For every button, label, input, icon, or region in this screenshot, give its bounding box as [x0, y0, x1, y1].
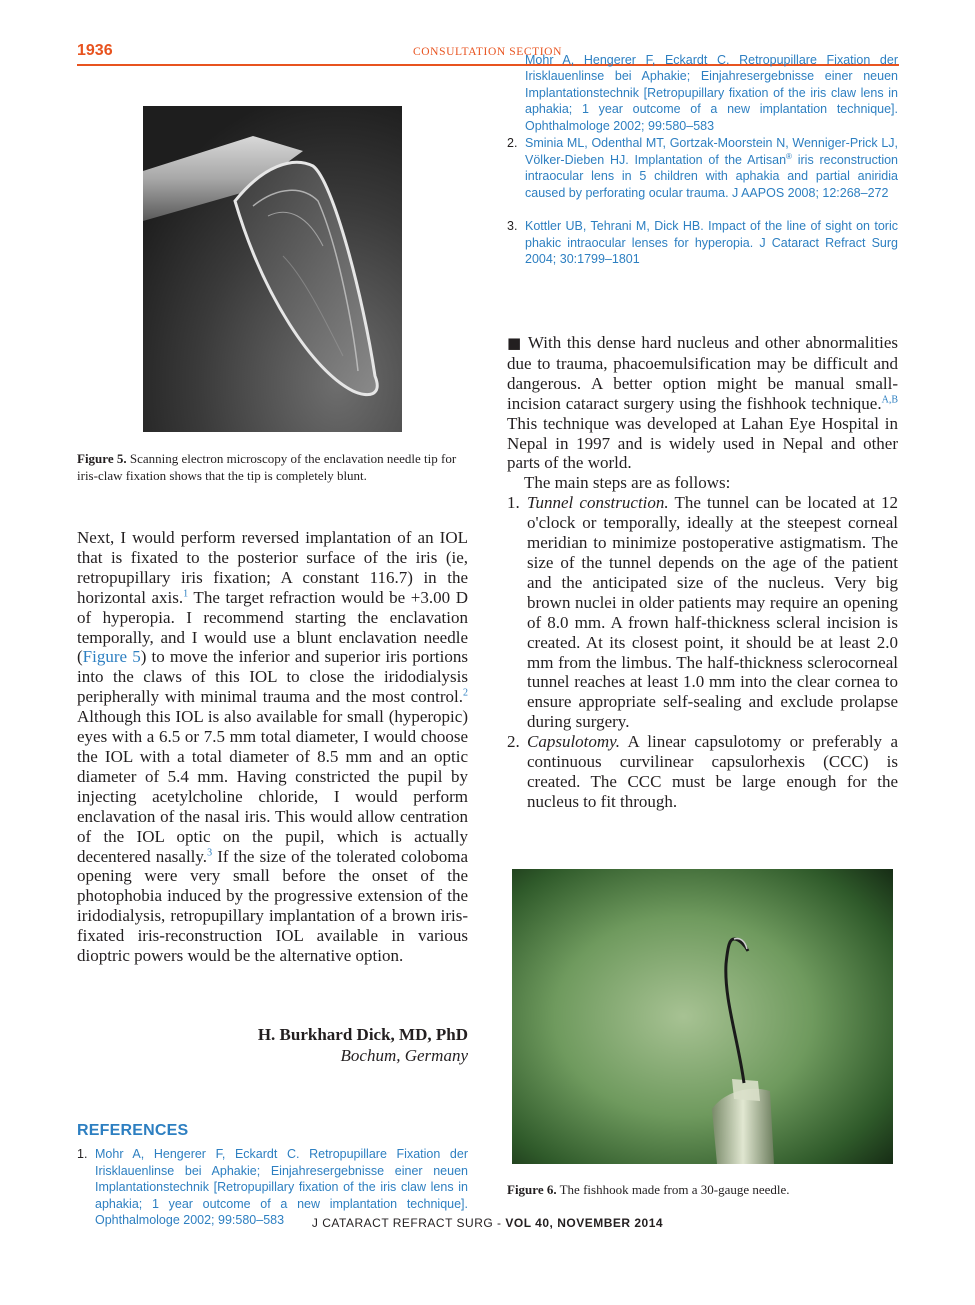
figure-5-caption — [77, 450, 468, 484]
reference-number: 3. — [507, 219, 518, 233]
right-body-text — [507, 333, 898, 812]
figure-5-link[interactable]: Figure 5 — [82, 647, 141, 667]
running-title: CONSULTATION SECTION — [413, 46, 562, 58]
reference-text: Kottler UB, Tehrani M, Dick HB. Impact of the line of sight on toric phakic intraocular lenses for hyperopia. J Cataract Refract Surg 2004; 30:1799–1801 — [525, 219, 898, 266]
step-title: Tunnel construction. — [527, 493, 669, 513]
reference-2[interactable] — [507, 135, 898, 201]
journal-volume: VOL 40, NOVEMBER 2014 — [505, 1216, 664, 1230]
figure-6-caption-text: The fishhook made from a 30-gauge needle. — [556, 1182, 790, 1197]
citation-1[interactable]: 1 — [183, 588, 189, 600]
figure-5-label: Figure 5. — [77, 451, 127, 466]
citation-3[interactable]: 3 — [207, 846, 213, 858]
body-paragraph: Next, I would perform reversed implantation of an IOL that is fixated to the posterior surface of the iris (ie, retropupillary iris fixation; A constant 116.7) in the horizontal axis.$^1$ The target refraction would be +3.00 D of hyperopia. I recommend starting the enclavation temporally, and I would use a blunt enclavation needle (Figure 5) to move the inferior and superior iris portions into the claws of this IOL to close the iridodialysis peripherally with minimal trauma and the most control.$^2$ Although this IOL is also available for small (hyperopic) eyes with a 6.5 or 7.5 mm total diameter, I would choose the IOL with a total diameter of 8.5 mm and an optic diameter of 5.4 mm. Having constricted the pupil by injecting acetylcholine chloride, I would perform enclavation of the nasal iris. This would allow centration of the IOL optic on the pupil, which is actually decentered nasally.$^3$ If the size of the tolerated coloboma opening were very small before the onset of the photophobia induced by the progressive extension of the iridodialysis, retropupillary implantation of a brown iris-fixated iris-reconstruction IOL available in various dioptric powers would be the alternative option. — [77, 528, 468, 966]
steps-list — [507, 493, 898, 812]
figure-6-caption — [507, 1181, 898, 1198]
figure-5-image — [143, 106, 402, 432]
author-signature — [77, 1024, 468, 1066]
reference-number: 1. — [77, 1147, 88, 1161]
step-item: 2. Capsulotomy. A linear capsulotomy or preferably a continuous curvilinear capsulorhexis (CCC) is created. The CCC must be large enough for the nucleus to fit through. — [507, 732, 898, 811]
step-item: 1. Tunnel construction. The tunnel can be located at 12 o'clock or temporally, ideally at the steepest corneal meridian to minimize postoperative astigmatism. The size of the tunnel depends on the age of the patient and the anticipated size of the nucleus. Very big brown nuclei in older patients may require an opening of 8.0 mm. A frown half-thickness scleral incision is created. At its closest point, it should be at least 2.0 mm from the limbus. The half-thickness sclerocorneal tunnel reaches at least 1.0 mm into the clear cornea to ensure appropriate self-sealing and exclude prolapse during surgery. — [507, 493, 898, 732]
left-body-text — [77, 528, 468, 966]
figure-6-image — [512, 869, 893, 1164]
figure-5-caption-text: Scanning electron microscopy of the enclavation needle tip for iris-claw fixation shows that the tip is completely blunt. — [77, 451, 457, 483]
references-title: REFERENCES — [77, 1122, 189, 1139]
reference-text: Sminia ML, Odenthal MT, Gortzak-Moorstein N, Wenniger-Prick LJ, Völker-Dieben HJ. Implantation of the Artisan® iris reconstruction intraocular lens in 5 children with aphakia and partial aniridia caused by perforating ocular trauma. J AAPOS 2008; 12:268–272 — [525, 136, 898, 200]
reference-text-continued: Mohr A, Hengerer F, Eckardt C. Retropupillare Fixation der Irisklauenlinse bei Aphakie; Einjahresergebnisse einer neuen Implantationstechnik [Retropupillary fixation of the iris claw lens in aphakia; 1 year outcome of a new implantation technique]. Ophthalmologe 2002; 99:580–583 — [525, 52, 898, 133]
reference-text: Mohr A, Hengerer F, Eckardt C. Retropupillare Fixation der Irisklauenlinse bei Aphakie; Einjahresergebnisse einer neuen Implantationstechnik [Retropupillary fixation of the iris claw lens in aphakia; 1 year outcome of a new implantation technique]. Ophthalmologe 2002; 99:580–583 — [95, 1147, 468, 1227]
author-name: H. Burkhard Dick, MD, PhD — [257, 1025, 468, 1044]
page-number: 1936 — [77, 42, 113, 59]
step-title: Capsulotomy. — [527, 732, 621, 752]
journal-name: J CATARACT REFRACT SURG — [311, 1216, 494, 1230]
figure-6-label: Figure 6. — [507, 1182, 557, 1197]
citation-a-b[interactable]: A,B — [881, 394, 898, 406]
citation-2[interactable]: 2 — [463, 687, 468, 699]
author-location: Bochum, Germany — [340, 1046, 468, 1065]
reference-number: 2. — [507, 136, 518, 150]
reference-3[interactable] — [507, 218, 898, 268]
body-paragraph: The main steps are as follows: — [524, 473, 731, 493]
section-marker: ■ — [507, 334, 523, 352]
body-paragraph: ■ With this dense hard nucleus and other abnormalities due to trauma, phacoemulsification may be difficult and dangerous. A better option might be manual small-incision cataract surgery using the fishhook technique.$^{A,B}$ This technique was developed at Lahan Eye Hospital in Nepal in 1997 and is widely used in Nepal and other parts of the world. — [507, 333, 898, 473]
journal-footer: J CATARACT REFRACT SURG - VOL 40, NOVEMBER 2014 — [311, 1216, 664, 1230]
reference-1-continued[interactable] — [507, 52, 898, 137]
